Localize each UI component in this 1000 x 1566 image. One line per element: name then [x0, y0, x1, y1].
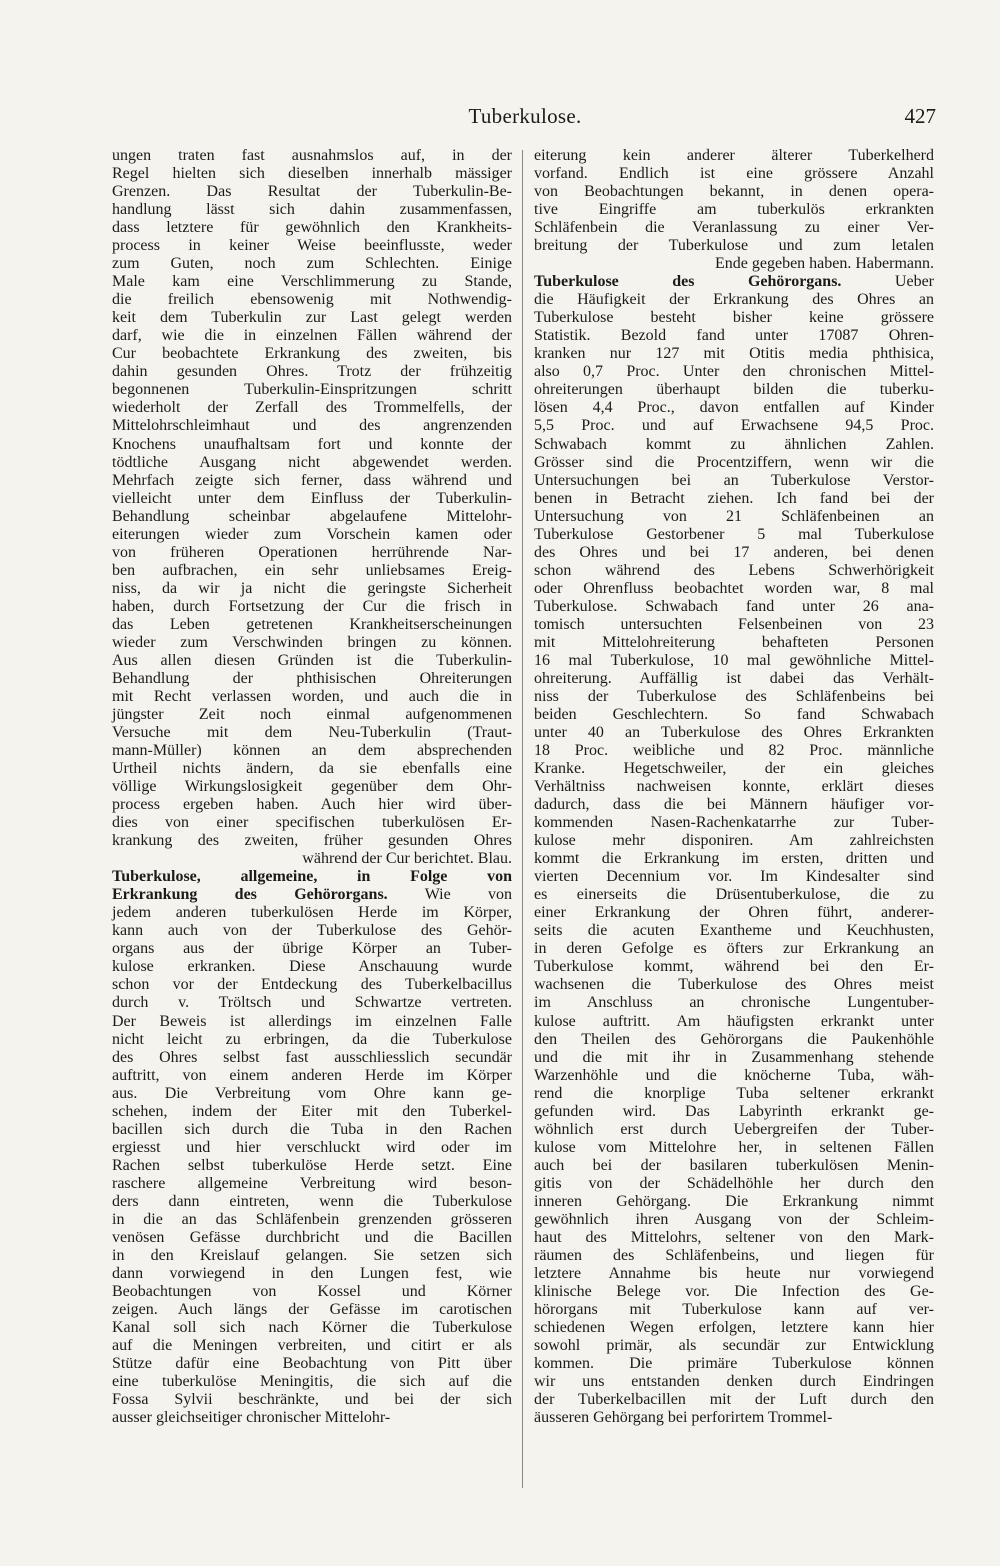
headword: Erkrankung des Gehörorgans.	[112, 886, 388, 904]
text-line: letztere Annahme bis heute nur vorwiegend	[534, 1264, 934, 1282]
text-line: benen in Betracht ziehen. Ich fand bei der	[534, 489, 934, 507]
text-line: Versuche mit dem Neu-Tuberkulin (Traut-	[112, 724, 512, 741]
text-line: aus. Die Verbreitung vom Ohre kann ge-	[112, 1084, 512, 1102]
text-line: mann-Müller) können an dem absprechenden	[112, 742, 512, 760]
text-line: Der Beweis ist allerdings im einzelnen Falle	[112, 1012, 512, 1030]
text-line: Ende gegeben haben. Habermann.	[714, 255, 934, 273]
text-line: rend die knorplige Tuba seltener erkrankt	[534, 1084, 934, 1102]
text-line: ohreiterung. Auffällig ist dabei das Verhält-	[534, 669, 934, 687]
text-line: Erkrankung des Gehörorgans. Wie von	[112, 886, 513, 904]
text-line: Schwabach kommt zu ähnlichen Zahlen.	[534, 435, 934, 453]
text-line: oder Ohrenfluss beobachtet worden war, 8 mal	[534, 579, 934, 597]
text-line: und die mit ihr in Zusammenhang stehende	[534, 1048, 934, 1066]
text-line: Tuberkulose Gestorbener 5 mal Tuberkulose	[534, 525, 934, 543]
text-line: während der Cur berichtet. Blau.	[302, 850, 512, 868]
text-line: schiedenen Wegen erfolgen, letztere kann hier	[534, 1319, 934, 1337]
text-line: eiterung kein anderer älterer Tuberkelherd	[534, 147, 934, 164]
text-line: Beobachtungen von Kossel und Körner	[112, 1282, 512, 1300]
text-line: mit Mittelohreiterung behafteten Personen	[534, 633, 934, 651]
text-line: ben aufbrachen, ein sehr unliebsames Ereig-	[112, 561, 512, 579]
text-line: die freilich ebensowenig mit Nothwendig-	[112, 291, 512, 309]
text-line: wieder zum Verschwinden bringen zu können.	[112, 633, 512, 651]
text-line: handlung lässt sich dahin zusammenfassen,	[112, 201, 512, 219]
text-line: Male kam eine Verschlimmerung zu Stande,	[112, 273, 512, 291]
text-line: auf die Meningen verbreiten, und citirt er als	[112, 1337, 512, 1355]
text-line: das Leben getretenen Krankheitserscheinungen	[112, 615, 512, 633]
text-line: kulose mehr disponiren. Am zahlreichsten	[534, 832, 934, 850]
text-line: unter 40 an Tuberkulose des Ohres Erkrankten	[534, 724, 934, 741]
text-line: also 0,7 Proc. Unter den chronischen Mittel-	[534, 363, 934, 381]
text-line: wir uns entstanden denken durch Eindringen	[534, 1373, 934, 1391]
text-line: eine tuberkulöse Meningitis, die sich auf die	[112, 1373, 512, 1391]
text-line: begonnenen Tuberkulin-Einspritzungen schritt	[112, 381, 512, 399]
text-line: process ergeben haben. Auch hier wird über-	[112, 796, 512, 814]
text-line: lösen 4,4 Proc., davon entfallen auf Kinder	[534, 399, 934, 417]
text-line: Fossa Sylvii beschränkte, und bei der sich	[112, 1391, 512, 1409]
text-line: kommenden Nasen-Rachenkatarrhe zur Tuber-	[534, 814, 934, 832]
text-line: Behandlung scheinbar abgelaufene Mittelohr-	[112, 507, 512, 525]
text-line: vorfand. Endlich ist eine grössere Anzahl	[534, 165, 934, 183]
text-line: Verhältniss nachweisen konnte, erklärt dieses	[534, 778, 934, 796]
text-line: Statistik. Bezold fand unter 17087 Ohren-	[534, 327, 934, 345]
text-line: dann vorwiegend in den Lungen fest, wie	[112, 1264, 512, 1282]
text-line: niss der Tuberkulose des Schläfenbeins bei	[534, 687, 934, 705]
column-divider	[522, 150, 523, 1488]
text-line: Mittelohrschleimhaut und des angrenzenden	[112, 417, 512, 435]
text-line: auch bei der basilaren tuberkulösen Menin-	[534, 1156, 934, 1174]
text-line: ausser gleichseitiger chronischer Mittelohr-	[112, 1409, 391, 1427]
text-line: des Ohres und bei 17 anderen, bei denen	[534, 543, 934, 561]
text-line: des Ohres selbst fast ausschliesslich secundär	[112, 1048, 512, 1066]
left-column	[112, 147, 512, 1427]
text-line: ergiesst und hier verschluckt wird oder im	[112, 1138, 512, 1156]
text-line: kommen. Die primäre Tuberkulose können	[534, 1355, 934, 1373]
text-line: beiden Geschlechtern. So fand Schwabach	[534, 705, 934, 723]
text-line: vierten Decennium vor. Im Kindesalter sind	[534, 868, 934, 886]
text-line: inneren Gehörgang. Die Erkrankung nimmt	[534, 1192, 934, 1210]
text-line: Grösser sind die Procentziffern, wenn wir die	[534, 453, 934, 471]
text-line: hörorgans mit Tuberkulose kann auf ver-	[534, 1301, 934, 1318]
text-line: es einerseits die Drüsentuberkulose, die zu	[534, 886, 934, 904]
text-line: dahin gesunden Ohres. Trotz der frühzeitig	[112, 363, 512, 381]
text-line: kulose auftritt. Am häufigsten erkrankt unter	[534, 1012, 934, 1030]
text-line: der Tuberkelbacillen mit der Luft durch den	[534, 1391, 934, 1409]
text-line: Warzenhöhle und die knöcherne Tuba, wäh-	[534, 1066, 934, 1084]
text-line: ders dann eintreten, wenn die Tuberkulose	[112, 1192, 512, 1210]
text-line: kann auch von der Tuberkulose des Gehör-	[112, 922, 512, 940]
text-line: Kanal soll sich nach Körner die Tuberkulose	[112, 1319, 512, 1337]
text-line: Tuberkulose kommt, während bei den Er-	[534, 958, 934, 976]
text-line: schon vor der Entdeckung des Tuberkelbacillus	[112, 976, 512, 994]
text-line: organs aus der übrige Körper an Tuber-	[112, 940, 512, 958]
headword: Tuberkulose des Gehörorgans.	[534, 273, 842, 291]
text-line: in den Kreislauf gelangen. Sie setzen sich	[112, 1246, 512, 1264]
text-line: Untersuchungen bei an Tuberkulose Verstor-	[534, 471, 934, 489]
text-line: gefunden wird. Das Labyrinth erkrankt ge-	[534, 1102, 934, 1120]
text-line: wiederholt der Zerfall des Trommelfells, der	[112, 399, 512, 417]
right-column	[534, 147, 934, 1427]
text-line: Stütze dafür eine Beobachtung von Pitt über	[112, 1355, 512, 1373]
text-line: Tuberkulose des Gehörorgans. Ueber	[534, 273, 934, 291]
text-line: bacillen sich durch die Tuba in den Rachen	[112, 1120, 512, 1138]
page-number: 427	[904, 104, 936, 128]
text-line: klinische Belege vor. Die Infection des Ge-	[534, 1282, 934, 1300]
text-line: von früheren Operationen herrührende Nar-	[112, 543, 512, 561]
text-line: niss, da wir ja nicht die geringste Sicherheit	[112, 579, 512, 597]
text-line: vielleicht unter dem Einfluss der Tuberkulin-	[112, 489, 512, 507]
text-line: kulose erkranken. Diese Anschauung wurde	[112, 958, 512, 976]
text-line: 18 Proc. weibliche und 82 Proc. männliche	[534, 742, 934, 760]
text-line: process in keiner Weise beeinflusste, weder	[112, 237, 512, 255]
text-line: den Theilen des Gehörorgans die Paukenhöhle	[534, 1030, 934, 1048]
text-line: tive Eingriffe am tuberkulös erkrankten	[534, 201, 934, 219]
text-line: nicht leicht zu erbringen, da die Tuberkulose	[112, 1030, 512, 1048]
text-line: Tuberkulose. Schwabach fand unter 26 ana-	[534, 597, 934, 615]
text-line: darf, wie die in einzelnen Fällen während der	[112, 327, 512, 345]
text-line: Schläfenbein die Veranlassung zu einer Ver-	[534, 219, 934, 237]
text-line: in die an das Schläfenbein grenzenden grösseren	[112, 1210, 512, 1228]
text-line: auftritt, von einem anderen Herde im Körper	[112, 1066, 512, 1084]
text-line: gitis von der Schädelhöhle her durch den	[534, 1174, 934, 1192]
text-line: Behandlung der phthisischen Ohreiterungen	[112, 669, 512, 687]
running-head	[112, 104, 938, 134]
text-line: Knochens unaufhaltsam fort und konnte der	[112, 435, 512, 453]
text-line: seits die acuten Exantheme und Keuchhusten,	[534, 922, 934, 940]
text-line: Kranke. Hegetschweiler, der ein gleiches	[534, 760, 934, 778]
text-line: kommt die Erkrankung im ersten, dritten und	[534, 850, 934, 868]
text-line: zeigen. Auch längs der Gefässe im carotischen	[112, 1301, 512, 1318]
text-line: Rachen selbst tuberkulöse Herde setzt. Eine	[112, 1156, 512, 1174]
text-line: im Anschluss an chronische Lungentuber-	[534, 994, 934, 1012]
text-line: raschere allgemeine Verbreitung wird beson-	[112, 1174, 512, 1192]
text-line: tödtliche Ausgang nicht abgewendet werden.	[112, 453, 512, 471]
text-line: sowohl primär, als secundär zur Entwicklung	[534, 1337, 934, 1355]
text-line: in deren Gefolge es öfters zur Erkrankung an	[534, 940, 934, 958]
text-line: Urtheil nichts ändern, da sie ebenfalls eine	[112, 760, 512, 778]
text-line: jedem anderen tuberkulösen Herde im Körper,	[112, 904, 512, 922]
text-line: breitung der Tuberkulose und zum letalen	[534, 237, 934, 255]
text-line: räumen des Schläfenbeins, und liegen für	[534, 1246, 934, 1264]
text-line: wachsenen die Tuberkulose des Ohres meist	[534, 976, 934, 994]
text-line: schehen, indem der Eiter mit den Tuberkel-	[112, 1102, 512, 1120]
text-line: äusseren Gehörgang bei perforirtem Trommel-	[534, 1409, 833, 1427]
text-line: dies von einer specifischen tuberkulösen Er-	[112, 814, 512, 832]
text-line: ohreiterungen überhaupt bilden die tuberku-	[534, 381, 934, 399]
text-line: kulose vom Mittelohre her, in seltenen Fällen	[534, 1138, 934, 1156]
text-line: Grenzen. Das Resultat der Tuberkulin-Be-	[112, 183, 512, 201]
text-line: kranken nur 127 mit Otitis media phthisica,	[534, 345, 934, 363]
text-line: 16 mal Tuberkulose, 10 mal gewöhnliche Mittel-	[534, 651, 934, 669]
text-line: dass letztere für gewöhnlich den Krankheits-	[112, 219, 512, 237]
text-line: zum Guten, noch zum Schlechten. Einige	[112, 255, 512, 273]
text-line: ungen traten fast ausnahmslos auf, in der	[112, 147, 512, 164]
text-line: krankung des zweiten, früher gesunden Ohres	[112, 832, 512, 850]
text-line: 5,5 Proc. und auf Erwachsene 94,5 Proc.	[534, 417, 934, 435]
text-line: durch v. Tröltsch und Schwartze vertreten.	[112, 994, 512, 1012]
text-line: dadurch, dass die bei Männern häufiger vor-	[534, 796, 934, 814]
text-line: tomisch untersuchten Felsenbeinen von 23	[534, 615, 934, 633]
text-line: Tuberkulose, allgemeine, in Folge von	[112, 868, 512, 886]
text-line: haben, durch Fortsetzung der Cur die frisch in	[112, 597, 512, 615]
text-line: von Beobachtungen bekannt, in denen opera-	[534, 183, 934, 201]
text-line: Regel hielten sich dieselben innerhalb mässiger	[112, 165, 512, 183]
text-line: mit Recht verlassen worden, und auch die in	[112, 687, 512, 705]
running-title: Tuberkulose.	[468, 104, 582, 128]
text-line: keit dem Tuberkulin zur Last gelegt werden	[112, 309, 512, 327]
text-line: Cur beobachtete Erkrankung des zweiten, bis	[112, 345, 512, 363]
text-line: jüngster Zeit noch einmal aufgenommenen	[112, 705, 512, 723]
text-line: wöhnlich erst durch Uebergreifen der Tuber-	[534, 1120, 934, 1138]
text-line: venösen Gefässe durchbricht und die Bacillen	[112, 1228, 512, 1246]
text-line: Tuberkulose besteht bisher keine grössere	[534, 309, 934, 327]
text-line: völlige Wirkungslosigkeit gegenüber dem Ohr-	[112, 778, 512, 796]
text-line: schon während des Lebens Schwerhörigkeit	[534, 561, 934, 579]
text-line: Mehrfach zeigte sich ferner, dass während und	[112, 471, 512, 489]
text-line: die Häufigkeit der Erkrankung des Ohres an	[534, 291, 934, 309]
text-line: gewöhnlich ihren Ausgang von der Schleim-	[534, 1210, 934, 1228]
text-line: haut des Mittelohrs, seltener von den Mark-	[534, 1228, 934, 1246]
text-line: einer Erkrankung der Ohren führt, anderer-	[534, 904, 934, 922]
text-line: Untersuchung von 21 Schläfenbeinen an	[534, 507, 934, 525]
text-line: eiterungen wieder zum Vorschein kamen oder	[112, 525, 512, 543]
text-line: Aus allen diesen Gründen ist die Tuberkulin-	[112, 651, 512, 669]
